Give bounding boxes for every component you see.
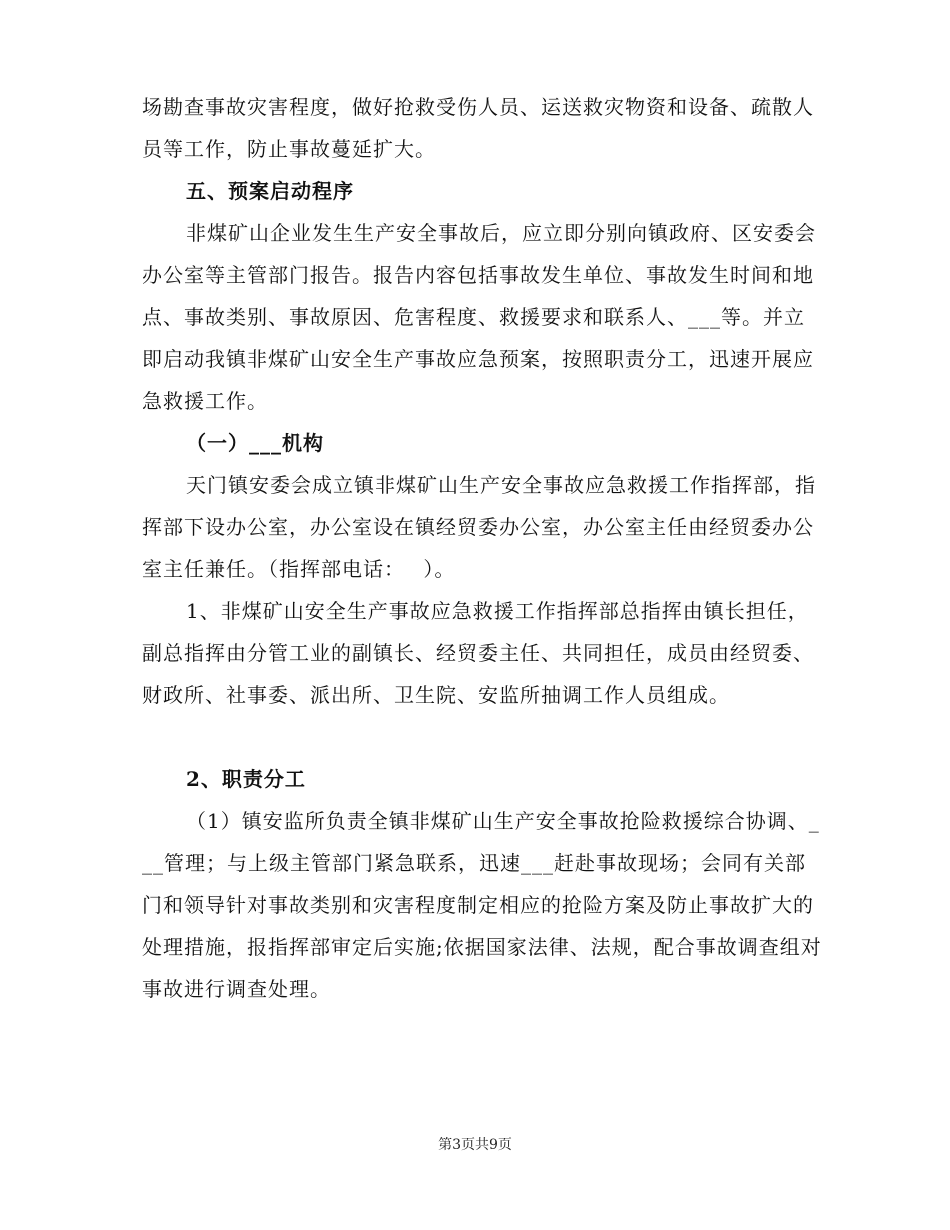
paragraph-continuation: 场勘查事故灾害程度，做好抢救受伤人员、运送救灾物资和设备、疏散人员等工作，防止事故蔓延扩大。 — [142, 95, 814, 161]
subheading-organization: （一）___机构 — [186, 431, 324, 455]
section-heading-plan-start: 五、预案启动程序 — [186, 179, 354, 203]
subheading-duties: 2、职责分工 — [186, 767, 306, 791]
paragraph-duty-1: （1）镇安监所负责全镇非煤矿山生产安全事故抢险救援综合协调、___管理；与上级主管部门紧急联系，迅速___赶赴事故现场；会同有关部门和领导针对事故类别和灾害程度制定相应的抢险方案及防止事故扩大的处理措施，报指挥部审定后实施;依据国家法律、法规，配合事故调查组对事故进行调查处理。 — [142, 809, 822, 1001]
page-number-footer: 第3页共9页 — [438, 1137, 512, 1153]
paragraph-commander: 1、非煤矿山安全生产事故应急救援工作指挥部总指挥由镇长担任，副总指挥由分管工业的副镇长、经贸委主任、共同担任，成员由经贸委、财政所、社事委、派出所、卫生院、安监所抽调工作人员组成。 — [142, 599, 814, 707]
paragraph-report-procedure: 非煤矿山企业发生生产安全事故后，应立即分别向镇政府、区安委会办公室等主管部门报告。报告内容包括事故发生单位、事故发生时间和地点、事故类别、事故原因、危害程度、救援要求和联系人、___等。并立即启动我镇非煤矿山安全生产事故应急预案，按照职责分工，迅速开展应急救援工作。 — [142, 221, 816, 413]
paragraph-command-center: 天门镇安委会成立镇非煤矿山生产安全事故应急救援工作指挥部，指挥部下设办公室，办公室设在镇经贸委办公室，办公室主任由经贸委办公室主任兼任。（指挥部电话： ）。 — [142, 473, 816, 581]
